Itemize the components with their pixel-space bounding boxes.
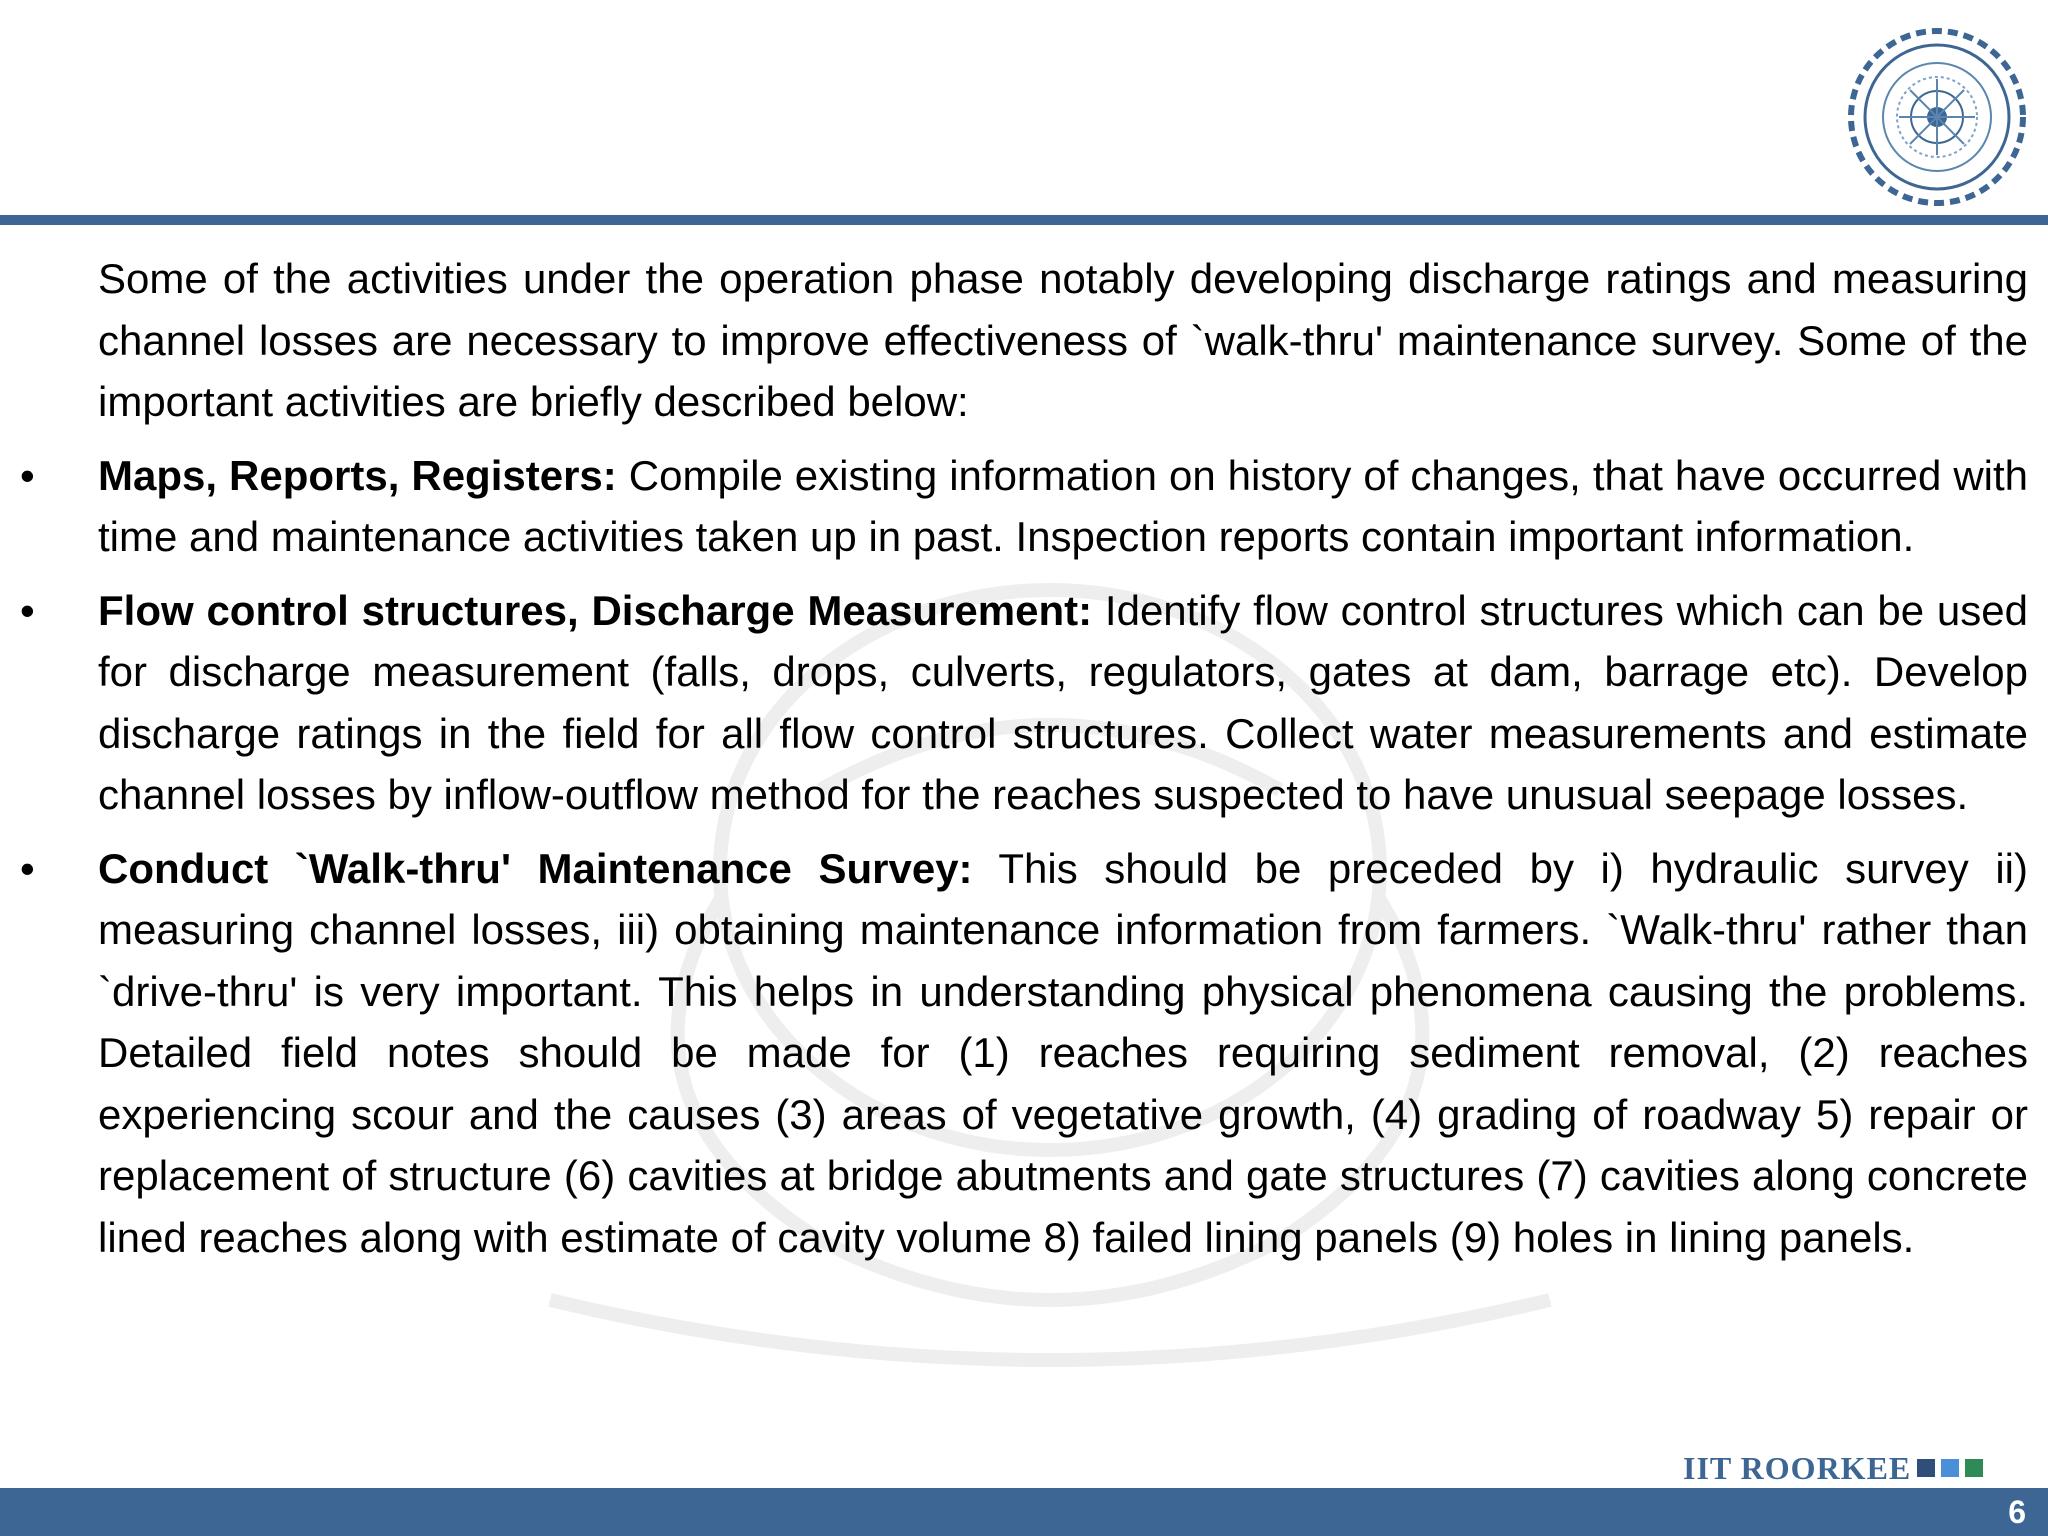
- page-number: 6: [2008, 1494, 2026, 1530]
- institute-seal-icon: [1828, 22, 2046, 212]
- bullet-title: Conduct `Walk-thru' Maintenance Survey:: [98, 844, 973, 892]
- bullet-title: Flow control structures, Discharge Measurement:: [98, 586, 1093, 634]
- bullet-text: Compile existing information on history of changes, that have occurred with time and maintenance activities taken up in past. Inspection reports contain important information.: [98, 451, 2029, 560]
- bullet-dot: •: [20, 451, 35, 499]
- footer-brand: [1683, 1448, 1983, 1488]
- bullet-item-walk-thru: [0, 838, 2048, 1269]
- bullet-dot: •: [20, 844, 35, 892]
- bullet-dot: •: [20, 586, 35, 634]
- bullet-title: Maps, Reports, Registers:: [98, 451, 617, 499]
- brand-square-dark: [1917, 1459, 1935, 1477]
- bullet-text: This should be preceded by i) hydraulic survey ii) measuring channel losses, iii) obtaining maintenance information from farmers. `Walk-thru' rather than `drive-thru' is very important. This helps in understanding physical phenomena causing the problems. Detailed field notes should be made for (1) reaches requiring sediment removal, (2) reaches experiencing scour and the causes (3) areas of vegetative growth, (4) grading of roadway 5) repair or replacement of structure (6) cavities at bridge abutments and gate structures (7) cavities along concrete lined reaches along with estimate of cavity volume 8) failed lining panels (9) holes in lining panels.: [98, 844, 2028, 1261]
- bullet-item-flow-control: [0, 580, 2048, 826]
- intro-paragraph: Some of the activities under the operation phase notably developing discharge ratings and measuring channel losses are necessary to improve effectiveness of `walk-thru' maintenance survey. Some of the important activities are briefly described below:: [98, 255, 2028, 425]
- footer-bar: [0, 1488, 2048, 1536]
- header-rule: [0, 215, 2048, 225]
- brand-square-light: [1941, 1459, 1959, 1477]
- slide-content: [0, 248, 2048, 1268]
- bullet-item-maps: [0, 445, 2048, 568]
- brand-text: IIT ROORKEE: [1683, 1449, 1912, 1486]
- brand-square-green: [1965, 1459, 1983, 1477]
- bullet-text: Identify flow control structures which can be used for discharge measurement (falls, drops, culverts, regulators, gates at dam, barrage etc). Develop discharge ratings in the field for all flow control structures. Collect water measurements and estimate channel losses by inflow-outflow method for the reaches suspected to have unusual seepage losses.: [98, 586, 2028, 818]
